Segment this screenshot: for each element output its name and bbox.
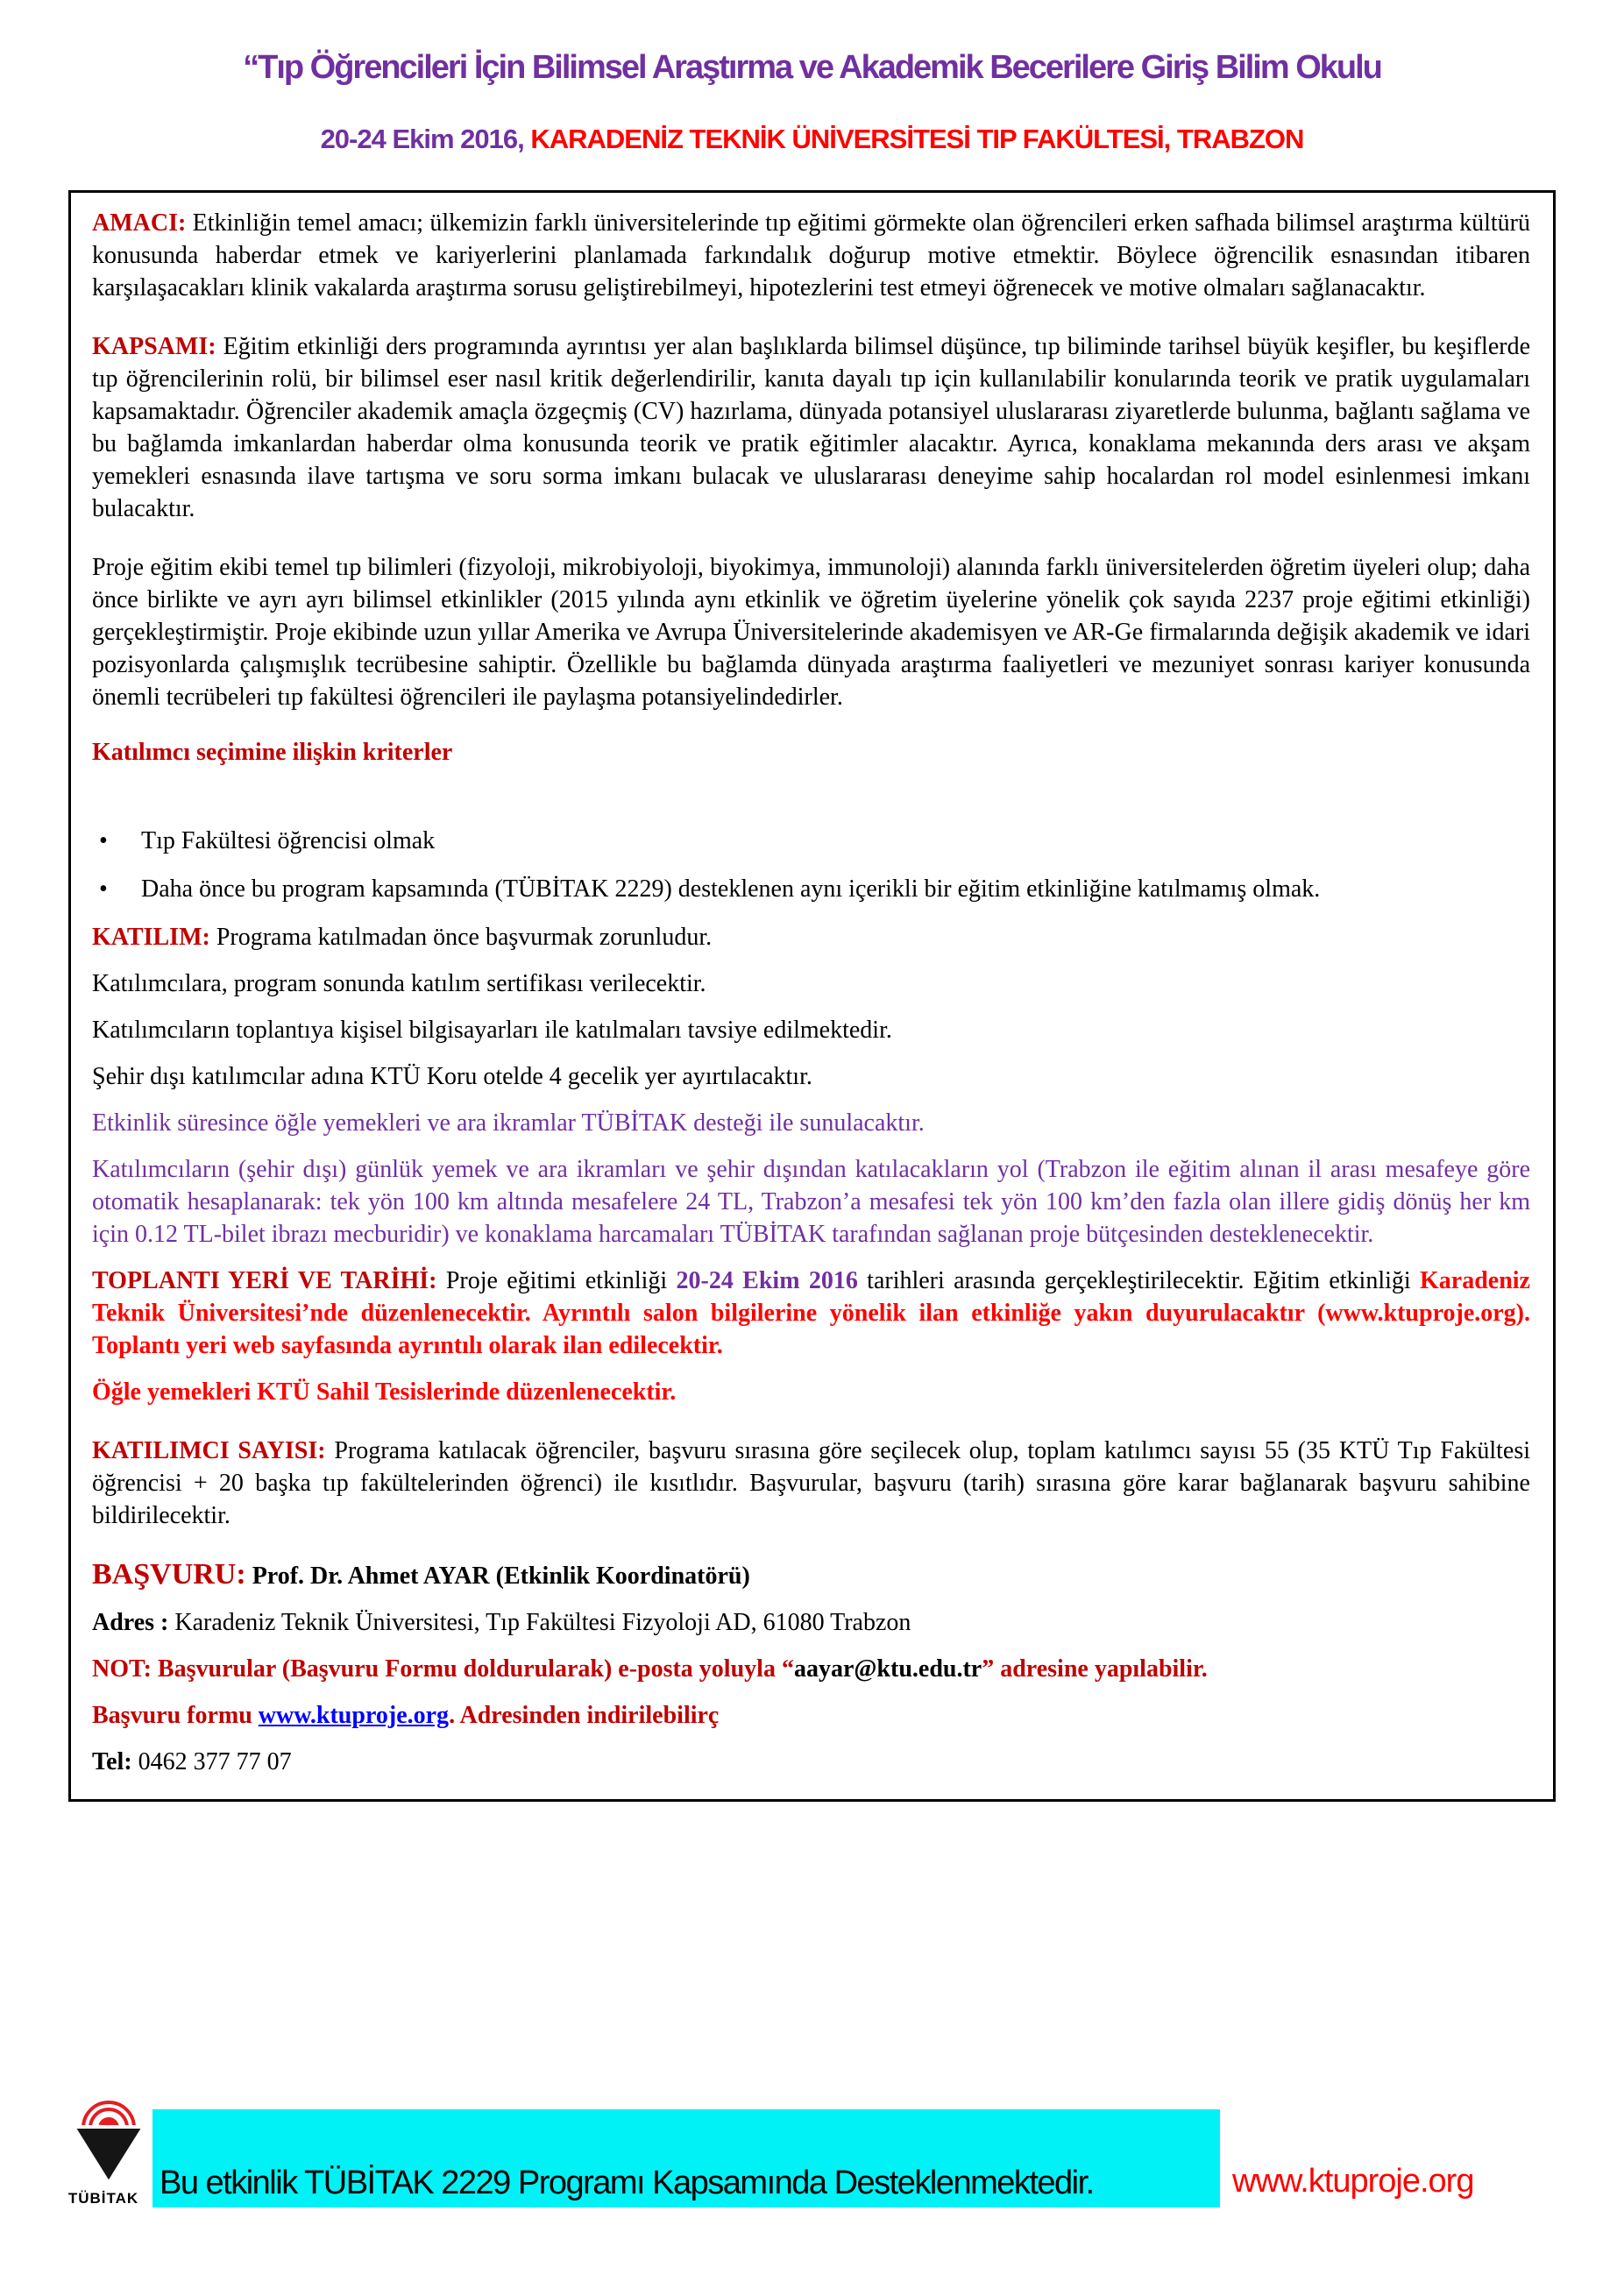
- venue-text-2: tarihleri arasında gerçekleştirilecektir. Eğitim etkinliği: [857, 1267, 1420, 1294]
- participants-label: KATILIMCI SAYISI:: [92, 1437, 326, 1464]
- criteria-bullet-1: [92, 825, 1530, 857]
- footer-banner-text: Bu etkinlik TÜBİTAK 2229 Programı Kapsamında Desteklenmektedir.: [160, 2165, 1094, 2201]
- address-paragraph: [92, 1606, 1530, 1639]
- travel-support-paragraph: Katılımcıların (şehir dışı) günlük yemek ve ara ikramları ve şehir dışından katılacakların yol (Trabzon ile eğitim alınan il arası mesafeye göre otomatik hesaplanarak: tek yön 100 km altında mesafelere 24 TL, Trabzon’a mesafesi tek yön 100 km’den fazla olan illere gidiş dönüş her km için 0.12 TL-bilet ibrazı mecburidir) ve konaklama harcamaları TÜBİTAK tarafından sağlanan proje bütçesinden desteklenecektir.: [92, 1156, 1530, 1248]
- note-paragraph: [92, 1653, 1530, 1685]
- form-pre-text: Başvuru formu: [92, 1702, 259, 1729]
- venue-paragraph: [92, 1265, 1530, 1362]
- team-paragraph: Proje eğitim ekibi temel tıp bilimleri (fizyoloji, mikrobiyoloji, biyokimya, immunoloji) alanında farklı üniversitelerden öğretim üyeleri olup; daha önce birlikte ve ayrı ayrı bilimsel etkinlikler (2015 yılında aynı etkinlik ve öğretim üyelerine yönelik çok sayıda 2237 proje eğitimi etkinliği) gerçekleştirmiştir. Proje ekibinde uzun yıllar Amerika ve Avrupa Üniversitelerinde akademisyen ve AR-Ge firmalarında değişik akademik ve idari pozisyonlarda çalışmışlık tecrübesine sahiptir. Özellikle bu bağlamda dünyada araştırma faaliyetleri ve mezuniyet sonrası kariyer konusunda önemli tecrübeleri tıp fakültesi öğrencileri ile paylaşma potansiyelindedirler.: [92, 554, 1530, 711]
- form-post-text: . Adresinden indirilebilirç: [449, 1702, 720, 1729]
- venue-date: 20-24 Ekim 2016: [676, 1267, 858, 1294]
- criteria-heading: Katılımcı seçimine ilişkin kriterler: [92, 739, 453, 766]
- footer: [54, 2100, 1473, 2207]
- meals-note: Etkinlik süresince öğle yemekleri ve ara ikramlar TÜBİTAK desteği ile sunulacaktır.: [92, 1109, 925, 1137]
- tel-value: 0462 377 77 07: [131, 1748, 292, 1775]
- address-label: Adres :: [92, 1609, 169, 1636]
- application-coordinator: Prof. Dr. Ahmet AYAR (Etkinlik Koordinatörü): [245, 1563, 750, 1590]
- laptop-note: Katılımcıların toplantıya kişisel bilgisayarları ile katılmaları tavsiye edilmektedir.: [92, 1017, 892, 1044]
- venue-red-text: Karadeniz Teknik Üniversitesi’nde düzenlenecektir. Ayrıntılı salon bilgilerine yönelik ilan etkinliğe yakın duyurulacaktır (www.ktuproje.org). Toplantı yeri web sayfasında ayrıntılı olarak ilan edilecektir.: [92, 1267, 1530, 1359]
- page-subtitle: [0, 124, 1624, 155]
- katilim-paragraph: [92, 921, 1530, 953]
- participants-paragraph: [92, 1435, 1530, 1532]
- application-label: BAŞVURU:: [92, 1558, 246, 1591]
- venue-label: TOPLANTI YERİ VE TARİHİ:: [92, 1267, 437, 1294]
- kapsami-label: KAPSAMI:: [92, 333, 216, 360]
- bullet-icon: •: [99, 827, 108, 854]
- note-email: aayar@ktu.edu.tr: [793, 1655, 982, 1683]
- footer-banner: [152, 2109, 1220, 2207]
- note-post-text: ” adresine yapılabilir.: [982, 1655, 1208, 1683]
- note-pre-text: NOT: Başvurular (Başvuru Formu doldurularak) e-posta yoluyla “: [92, 1655, 794, 1683]
- katilim-text: Programa katılmadan önce başvurmak zorunludur.: [209, 924, 713, 951]
- address-text: Karadeniz Teknik Üniversitesi, Tıp Fakültesi Fizyoloji AD, 61080 Trabzon: [168, 1609, 911, 1636]
- bullet-icon: •: [99, 875, 108, 903]
- amaci-text: Etkinliğin temel amacı; ülkemizin farklı üniversitelerinde tıp eğitimi görmekte olan öğrencileri erken safhada bilimsel araştırma kültürü konusunda haberdar etmek ve kariyerlerini planlamada farkındalık doğurup motive etmektir. Böylece öğrencilik esnasından itibaren karşılaşacakları klinik vakalarda araştırma sorusu geliştirebilmeyi, hipotezlerini test etmeyi öğrenecek ve motive olmaları sağlanacaktır.: [92, 209, 1530, 301]
- form-paragraph: [92, 1699, 1530, 1732]
- content-box: [68, 190, 1556, 1802]
- form-link[interactable]: www.ktuproje.org: [258, 1702, 450, 1729]
- page-title: “Tıp Öğrencileri İçin Bilimsel Araştırma ve Akademik Becerilere Giriş Bilim Okulu: [243, 49, 1381, 86]
- footer-url: www.ktuproje.org: [1232, 2163, 1474, 2200]
- kapsami-text: Eğitim etkinliği ders programında ayrıntısı yer alan başlıklarda bilimsel düşünce, tıp biliminde tarihsel büyük keşifler, bu keşiflerde tıp öğrencilerinin rolü, bir bilimsel eser nasıl kritik değerlendirilir, kanıta dayalı tıp için kullanılabilir konularında teorik ve pratik uygulamaları kapsamaktadır. Öğrenciler akademik amaçla özgeçmiş (CV) hazırlama, dünyada potansiyel uluslararası ziyaretlerde bulunma, bağlantı sağlama ve bu bağlamda imkanlardan haberdar olma konusunda teorik ve pratik eğitimler alacaktır. Ayrıca, konaklama mekanında ders arası ve akşam yemekleri esnasında ilave tartışma ve soru sorma imkanı bulacak ve uluslararası deneyime sahip hocalardan rol model esinlenmesi imkanı bulacaktır.: [92, 333, 1530, 522]
- tel-paragraph: [92, 1746, 1530, 1778]
- katilim-label: KATILIM:: [92, 924, 210, 951]
- hotel-note: Şehir dışı katılımcılar adına KTÜ Koru otelde 4 gecelik yer ayırtılacaktır.: [92, 1063, 812, 1090]
- tel-label: Tel:: [92, 1748, 132, 1775]
- criteria-bullet-2-text: Daha önce bu program kapsamında (TÜBİTAK 2229) desteklenen aynı içerikli bir eğitim etkinliğine katılmamış olmak.: [141, 875, 1321, 903]
- participants-text: Programa katılacak öğrenciler, başvuru sırasına göre seçilecek olup, toplam katılımcı sayısı 55 (35 KTÜ Tıp Fakültesi öğrencisi + 20 başka tıp fakültelerinden öğrenci) ile kısıtlıdır. Başvurular, başvuru (tarih) sırasına göre karar bağlanarak başvuru sahibine bildirilecektir.: [92, 1437, 1531, 1529]
- tubitak-logo-text: TÜBİTAK: [67, 2190, 139, 2207]
- criteria-bullet-2: [92, 873, 1530, 905]
- criteria-bullet-1-text: Tıp Fakültesi öğrencisi olmak: [141, 827, 436, 854]
- venue-text-1: Proje eğitimi etkinliği: [436, 1267, 677, 1294]
- certificate-note: Katılımcılara, program sonunda katılım sertifikası verilecektir.: [92, 970, 706, 997]
- amaci-paragraph: [92, 207, 1530, 304]
- event-date: 20-24 Ekim 2016,: [320, 124, 524, 154]
- amaci-label: AMACI:: [92, 209, 187, 237]
- lunch-note: Öğle yemekleri KTÜ Sahil Tesislerinde düzenlenecektir.: [92, 1378, 677, 1406]
- event-location: KARADENİZ TEKNİK ÜNİVERSİTESİ TIP FAKÜLTESİ, TRABZON: [523, 124, 1304, 154]
- tubitak-logo-icon: [54, 2100, 152, 2207]
- kapsami-paragraph: [92, 330, 1530, 525]
- application-paragraph: [92, 1558, 1530, 1592]
